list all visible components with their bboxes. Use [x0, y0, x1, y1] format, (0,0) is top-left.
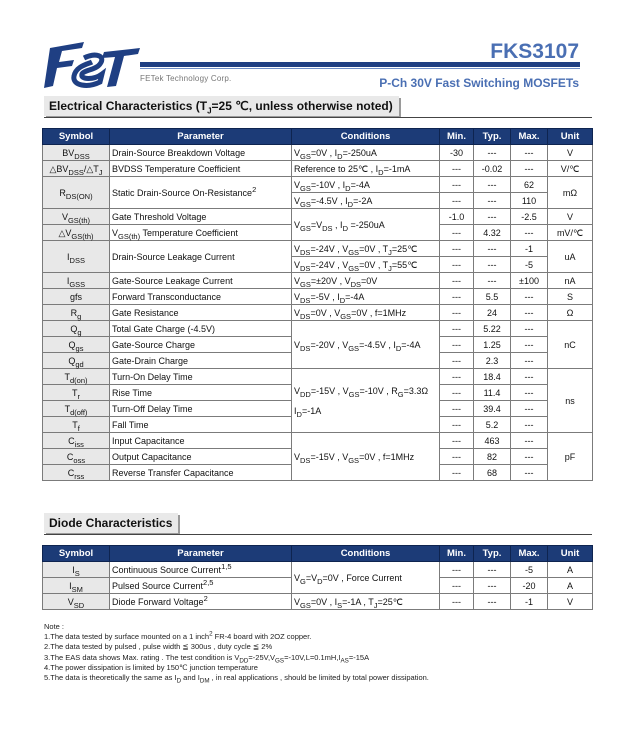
unit-cell: V/℃ — [548, 161, 593, 177]
unit-cell: V — [548, 145, 593, 161]
conditions-cell: $V_{DS}=-5V$ , $I_D=-4A$ — [292, 289, 440, 305]
part-number: FKS3107 — [490, 40, 579, 63]
unit-cell: S — [548, 289, 593, 305]
parameter-cell: Drain-Source Leakage Current — [110, 241, 292, 273]
parameter-cell: Drain-Source Breakdown Voltage — [110, 145, 292, 161]
min-cell: --- — [440, 353, 474, 369]
max-cell: --- — [511, 321, 548, 337]
parameter-cell: Reverse Transfer Capacitance — [110, 465, 292, 481]
min-cell: --- — [440, 385, 474, 401]
parameter-cell: $V_{GS(th)}$ Temperature Coefficient — [110, 225, 292, 241]
table-row — [43, 594, 593, 610]
max-cell: --- — [511, 433, 548, 449]
symbol-cell: $\triangle V_{GS(th)}$ — [43, 225, 110, 241]
col-conditions: Conditions — [292, 129, 440, 145]
symbol-cell: $C_{iss}$ — [43, 433, 110, 449]
col-max: Max. — [511, 546, 548, 562]
typ-cell: 39.4 — [474, 401, 511, 417]
max-cell: -2.5 — [511, 209, 548, 225]
typ-cell: 463 — [474, 433, 511, 449]
min-cell: --- — [440, 273, 474, 289]
max-cell: 62 — [511, 177, 548, 193]
product-subtitle: P-Ch 30V Fast Switching MOSFETs — [379, 76, 579, 90]
typ-cell: --- — [474, 209, 511, 225]
conditions-cell: $V_{DS}=-24V$ , $V_{GS}=0V$ , $T_J=25℃$ — [292, 241, 440, 257]
note-item: 3.The EAS data shows Max. rating . The test condition is $V_{DD}=-25V,V_{GS}=-10V,L=0.1mH,I_{AS}=-15A$ — [44, 652, 370, 665]
parameter-cell: Static Drain-Source On-Resistance$^2$ — [110, 177, 292, 209]
min-cell: -30 — [440, 145, 474, 161]
min-cell: --- — [440, 369, 474, 385]
parameter-cell: Gate-Drain Charge — [110, 353, 292, 369]
col-min: Min. — [440, 546, 474, 562]
conditions-cell: $V_{DS}=-24V$ , $V_{GS}=0V$ , $T_J=55℃$ — [292, 257, 440, 273]
col-parameter: Parameter — [110, 546, 292, 562]
table-row — [43, 289, 593, 305]
max-cell: --- — [511, 225, 548, 241]
symbol-cell: $I_{SM}$ — [43, 578, 110, 594]
typ-cell: -0.02 — [474, 161, 511, 177]
min-cell: --- — [440, 562, 474, 578]
conditions-cell: $V_{GS}=-4.5V$ , $I_D=-2A$ — [292, 193, 440, 209]
min-cell: -1.0 — [440, 209, 474, 225]
typ-cell: --- — [474, 257, 511, 273]
symbol-cell: $C_{oss}$ — [43, 449, 110, 465]
parameter-cell: Output Capacitance — [110, 449, 292, 465]
typ-cell: --- — [474, 594, 511, 610]
symbol-cell: $T_r$ — [43, 385, 110, 401]
conditions-cell: $V_G=V_D=0V$ , Force Current — [292, 562, 440, 594]
table-row — [43, 273, 593, 289]
min-cell: --- — [440, 465, 474, 481]
conditions-cell: Reference to 25℃ , $I_D=-1mA$ — [292, 161, 440, 177]
min-cell: --- — [440, 578, 474, 594]
typ-cell: 5.2 — [474, 417, 511, 433]
unit-cell: uA — [548, 241, 593, 273]
electrical-table — [42, 128, 593, 481]
conditions-cell: $V_{DS}=-20V$ , $V_{GS}=-4.5V$ , $I_D=-4A$ — [292, 321, 440, 369]
table-row — [43, 161, 593, 177]
max-cell: --- — [511, 465, 548, 481]
col-unit: Unit — [548, 546, 593, 562]
min-cell: --- — [440, 401, 474, 417]
col-parameter: Parameter — [110, 129, 292, 145]
typ-cell: --- — [474, 177, 511, 193]
table-header-row — [43, 129, 593, 145]
parameter-cell: Continuous Source Current$^{1,5}$ — [110, 562, 292, 578]
max-cell: --- — [511, 449, 548, 465]
typ-cell: --- — [474, 273, 511, 289]
conditions-cell: $V_{GS}=0V$ , $I_D=-250uA$ — [292, 145, 440, 161]
min-cell: --- — [440, 241, 474, 257]
min-cell: --- — [440, 594, 474, 610]
table-row — [43, 369, 593, 385]
typ-cell: 18.4 — [474, 369, 511, 385]
symbol-cell: $I_{DSS}$ — [43, 241, 110, 273]
typ-cell: 5.5 — [474, 289, 511, 305]
symbol-cell: $R_g$ — [43, 305, 110, 321]
unit-cell: A — [548, 578, 593, 594]
diode-section-title: Diode Characteristics — [44, 513, 178, 533]
parameter-cell: Fall Time — [110, 417, 292, 433]
parameter-cell: Turn-Off Delay Time — [110, 401, 292, 417]
symbol-cell: $T_{d(on)}$ — [43, 369, 110, 385]
parameter-cell: Turn-On Delay Time — [110, 369, 292, 385]
unit-cell: V — [548, 594, 593, 610]
conditions-cell: $V_{GS}=-10V$ , $I_D=-4A$ — [292, 177, 440, 193]
col-max: Max. — [511, 129, 548, 145]
typ-cell: 11.4 — [474, 385, 511, 401]
conditions-cell: $V_{GS}=0V$ , $I_S=-1A$ , $T_J=25℃$ — [292, 594, 440, 610]
parameter-cell: Diode Forward Voltage$^2$ — [110, 594, 292, 610]
typ-cell: 5.22 — [474, 321, 511, 337]
conditions-cell: $V_{GS}=\pm 20V$ , $V_{DS}=0V$ — [292, 273, 440, 289]
max-cell: -1 — [511, 241, 548, 257]
parameter-cell: Gate Threshold Voltage — [110, 209, 292, 225]
symbol-cell: $V_{SD}$ — [43, 594, 110, 610]
col-symbol: Symbol — [43, 546, 110, 562]
symbol-cell: $BV_{DSS}$ — [43, 145, 110, 161]
unit-cell: A — [548, 562, 593, 578]
unit-cell: Ω — [548, 305, 593, 321]
col-conditions: Conditions — [292, 546, 440, 562]
max-cell: -5 — [511, 257, 548, 273]
typ-cell: 68 — [474, 465, 511, 481]
symbol-cell: $V_{GS(th)}$ — [43, 209, 110, 225]
min-cell: --- — [440, 193, 474, 209]
unit-cell: nA — [548, 273, 593, 289]
symbol-cell: $R_{DS(ON)}$ — [43, 177, 110, 209]
typ-cell: --- — [474, 145, 511, 161]
table-row — [43, 177, 593, 193]
notes-heading: Note : — [44, 622, 65, 631]
conditions-cell: $V_{DS}=0V$ , $V_{GS}=0V$ , f=1MHz — [292, 305, 440, 321]
max-cell: -20 — [511, 578, 548, 594]
unit-cell: ns — [548, 369, 593, 433]
unit-cell: mV/℃ — [548, 225, 593, 241]
table-row — [43, 562, 593, 578]
max-cell: --- — [511, 337, 548, 353]
symbol-cell: gfs — [43, 289, 110, 305]
table-row — [43, 305, 593, 321]
electrical-section-title: Electrical Characteristics ($T_J=25$ ℃, unless otherwise noted) — [44, 96, 399, 116]
fetek-logo — [44, 40, 140, 92]
table-row — [43, 241, 593, 257]
typ-cell: --- — [474, 562, 511, 578]
max-cell: 110 — [511, 193, 548, 209]
min-cell: --- — [440, 321, 474, 337]
note-item: 5.The data is theoretically the same as $I_D$ and $I_{DM}$ , in real applications , should be limited by total power dissipation. — [44, 673, 429, 685]
min-cell: --- — [440, 225, 474, 241]
col-typ: Typ. — [474, 129, 511, 145]
min-cell: --- — [440, 337, 474, 353]
table-row — [43, 209, 593, 225]
unit-cell: nC — [548, 321, 593, 369]
unit-cell: mΩ — [548, 177, 593, 209]
max-cell: --- — [511, 305, 548, 321]
parameter-cell: BVDSS Temperature Coefficient — [110, 161, 292, 177]
typ-cell: 1.25 — [474, 337, 511, 353]
min-cell: --- — [440, 305, 474, 321]
symbol-cell: $I_{GSS}$ — [43, 273, 110, 289]
min-cell: --- — [440, 417, 474, 433]
section-divider — [44, 534, 592, 535]
typ-cell: 24 — [474, 305, 511, 321]
parameter-cell: Gate-Source Charge — [110, 337, 292, 353]
parameter-cell: Rise Time — [110, 385, 292, 401]
section-divider — [44, 117, 592, 118]
typ-cell: --- — [474, 578, 511, 594]
unit-cell: pF — [548, 433, 593, 481]
parameter-cell: Gate Resistance — [110, 305, 292, 321]
header-rule — [140, 68, 580, 69]
min-cell: --- — [440, 161, 474, 177]
max-cell: --- — [511, 353, 548, 369]
min-cell: --- — [440, 289, 474, 305]
col-min: Min. — [440, 129, 474, 145]
symbol-cell: $Q_{gd}$ — [43, 353, 110, 369]
table-row — [43, 321, 593, 337]
note-item: 1.The data tested by surface mounted on a 1 inch$^2$ FR-4 board with 2OZ copper. — [44, 630, 312, 642]
min-cell: --- — [440, 257, 474, 273]
min-cell: --- — [440, 433, 474, 449]
symbol-cell: $T_f$ — [43, 417, 110, 433]
company-name: FETek Technology Corp. — [140, 74, 232, 83]
symbol-cell: $\triangle BV_{DSS}/\triangle T_J$ — [43, 161, 110, 177]
max-cell: --- — [511, 401, 548, 417]
col-symbol: Symbol — [43, 129, 110, 145]
table-row — [43, 145, 593, 161]
max-cell: --- — [511, 369, 548, 385]
min-cell: --- — [440, 177, 474, 193]
col-unit: Unit — [548, 129, 593, 145]
note-item: 2.The data tested by pulsed , pulse width ≦ 300us , duty cycle ≦ 2% — [44, 642, 273, 652]
typ-cell: 4.32 — [474, 225, 511, 241]
typ-cell: 82 — [474, 449, 511, 465]
symbol-cell: $I_S$ — [43, 562, 110, 578]
conditions-cell: $V_{DS}=-15V$ , $V_{GS}=0V$ , f=1MHz — [292, 433, 440, 481]
conditions-cell: $V_{DD}=-15V$ , $V_{GS}=-10V$ , $R_G=3.3\Omega$ $I_D=-1A$ — [292, 369, 440, 433]
parameter-cell: Input Capacitance — [110, 433, 292, 449]
unit-cell: V — [548, 209, 593, 225]
symbol-cell: $T_{d(off)}$ — [43, 401, 110, 417]
max-cell: --- — [511, 385, 548, 401]
note-item: 4.The power dissipation is limited by 150℃ junction temperature — [44, 662, 258, 672]
parameter-cell: Total Gate Charge (-4.5V) — [110, 321, 292, 337]
table-header-row — [43, 546, 593, 562]
max-cell: --- — [511, 161, 548, 177]
max-cell: ±100 — [511, 273, 548, 289]
parameter-cell: Forward Transconductance — [110, 289, 292, 305]
symbol-cell: $Q_g$ — [43, 321, 110, 337]
max-cell: -1 — [511, 594, 548, 610]
symbol-cell: $C_{rss}$ — [43, 465, 110, 481]
max-cell: -5 — [511, 562, 548, 578]
notes-block — [44, 622, 429, 683]
parameter-cell: Pulsed Source Current$^{2,5}$ — [110, 578, 292, 594]
diode-table — [42, 545, 593, 610]
max-cell: --- — [511, 145, 548, 161]
max-cell: --- — [511, 289, 548, 305]
typ-cell: 2.3 — [474, 353, 511, 369]
min-cell: --- — [440, 449, 474, 465]
typ-cell: --- — [474, 241, 511, 257]
col-typ: Typ. — [474, 546, 511, 562]
max-cell: --- — [511, 417, 548, 433]
symbol-cell: $Q_{gs}$ — [43, 337, 110, 353]
conditions-cell: $V_{GS}=V_{DS}$ , $I_D =-250uA$ — [292, 209, 440, 241]
table-row — [43, 433, 593, 449]
typ-cell: --- — [474, 193, 511, 209]
parameter-cell: Gate-Source Leakage Current — [110, 273, 292, 289]
